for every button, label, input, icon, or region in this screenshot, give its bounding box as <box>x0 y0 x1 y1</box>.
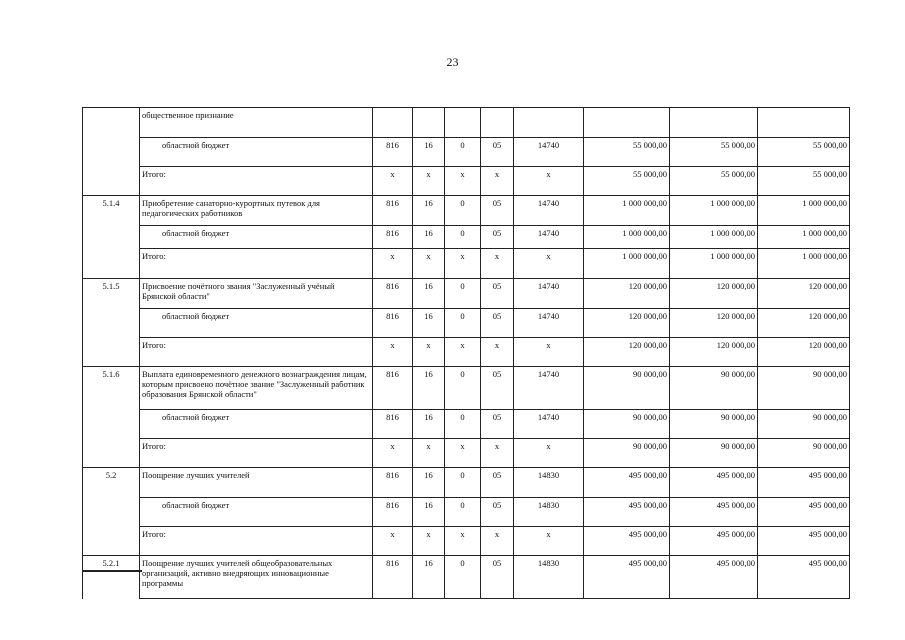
row-description: областной бюджет <box>140 410 373 439</box>
amount-year-1: 55 000,00 <box>584 167 670 196</box>
amount-year-1: 1 000 000,00 <box>584 249 670 279</box>
kbk-section: 16 <box>413 367 445 410</box>
amount-year-3 <box>758 108 850 138</box>
kbk-grbs: x <box>373 167 413 196</box>
kbk-section: 16 <box>413 556 445 599</box>
row-description: общественное признание <box>140 108 373 138</box>
kbk-direction <box>514 108 584 138</box>
amount-year-2: 495 000,00 <box>670 498 758 527</box>
amount-year-3: 90 000,00 <box>758 410 850 439</box>
table-row <box>83 498 850 527</box>
kbk-grbs: 816 <box>373 556 413 599</box>
row-number: 5.1.5 <box>83 279 140 309</box>
amount-year-2: 495 000,00 <box>670 556 758 599</box>
row-number <box>83 249 140 279</box>
row-description: областной бюджет <box>140 498 373 527</box>
amount-year-3: 495 000,00 <box>758 498 850 527</box>
kbk-section: 16 <box>413 226 445 249</box>
kbk-section: 16 <box>413 138 445 167</box>
kbk-subprogram: 05 <box>481 367 514 410</box>
amount-year-1: 120 000,00 <box>584 279 670 309</box>
row-number <box>83 138 140 167</box>
kbk-direction: 14830 <box>514 468 584 498</box>
amount-year-1: 495 000,00 <box>584 468 670 498</box>
row-description: Присвоение почётного звания "Заслуженный учёный Брянской области" <box>140 279 373 309</box>
row-number <box>83 439 140 468</box>
amount-year-2 <box>670 108 758 138</box>
amount-year-1: 55 000,00 <box>584 138 670 167</box>
kbk-program: 0 <box>445 138 481 167</box>
kbk-section: x <box>413 338 445 367</box>
amount-year-2: 1 000 000,00 <box>670 196 758 226</box>
kbk-subprogram: 05 <box>481 309 514 338</box>
kbk-subprogram: 05 <box>481 196 514 226</box>
table-row <box>83 527 850 556</box>
kbk-direction: 14740 <box>514 367 584 410</box>
row-number <box>83 309 140 338</box>
kbk-program: 0 <box>445 556 481 599</box>
row-description: областной бюджет <box>140 309 373 338</box>
kbk-direction: 14740 <box>514 226 584 249</box>
amount-year-3: 120 000,00 <box>758 279 850 309</box>
amount-year-3: 120 000,00 <box>758 338 850 367</box>
kbk-subprogram: 05 <box>481 226 514 249</box>
kbk-program: 0 <box>445 367 481 410</box>
kbk-direction: x <box>514 338 584 367</box>
table-row <box>83 309 850 338</box>
row-number <box>83 167 140 196</box>
row-number <box>83 338 140 367</box>
kbk-section: x <box>413 249 445 279</box>
kbk-section: x <box>413 527 445 556</box>
table-row <box>83 108 850 138</box>
row-description: Итого: <box>140 338 373 367</box>
kbk-program: 0 <box>445 468 481 498</box>
kbk-direction: x <box>514 249 584 279</box>
kbk-subprogram: 05 <box>481 279 514 309</box>
amount-year-3: 495 000,00 <box>758 527 850 556</box>
amount-year-2: 90 000,00 <box>670 439 758 468</box>
amount-year-3: 120 000,00 <box>758 309 850 338</box>
row-description: Итого: <box>140 249 373 279</box>
amount-year-1: 90 000,00 <box>584 410 670 439</box>
row-number: 5.1.4 <box>83 196 140 226</box>
kbk-direction: 14830 <box>514 498 584 527</box>
amount-year-2: 120 000,00 <box>670 279 758 309</box>
amount-year-1: 495 000,00 <box>584 498 670 527</box>
amount-year-3: 1 000 000,00 <box>758 249 850 279</box>
kbk-grbs: x <box>373 338 413 367</box>
amount-year-3: 90 000,00 <box>758 367 850 410</box>
kbk-program: 0 <box>445 309 481 338</box>
row-description: Приобретение санаторно-курортных путевок для педагогических работников <box>140 196 373 226</box>
amount-year-2: 495 000,00 <box>670 468 758 498</box>
kbk-direction: 14740 <box>514 410 584 439</box>
kbk-program: 0 <box>445 498 481 527</box>
kbk-subprogram: 05 <box>481 410 514 439</box>
row-number: 5.2.1 <box>83 556 140 599</box>
kbk-section: 16 <box>413 309 445 338</box>
amount-year-1: 120 000,00 <box>584 309 670 338</box>
kbk-program <box>445 108 481 138</box>
kbk-subprogram: 05 <box>481 138 514 167</box>
kbk-program: x <box>445 527 481 556</box>
amount-year-1 <box>584 108 670 138</box>
kbk-program: 0 <box>445 410 481 439</box>
amount-year-3: 495 000,00 <box>758 556 850 599</box>
amount-year-3: 1 000 000,00 <box>758 226 850 249</box>
table-row <box>83 338 850 367</box>
kbk-subprogram: x <box>481 338 514 367</box>
kbk-subprogram: x <box>481 439 514 468</box>
row-description: Поощрение лучших учителей <box>140 468 373 498</box>
kbk-subprogram: 05 <box>481 468 514 498</box>
kbk-section: x <box>413 439 445 468</box>
amount-year-1: 495 000,00 <box>584 527 670 556</box>
table-row <box>83 226 850 249</box>
amount-year-2: 90 000,00 <box>670 367 758 410</box>
amount-year-2: 55 000,00 <box>670 138 758 167</box>
kbk-subprogram: x <box>481 249 514 279</box>
kbk-section: 16 <box>413 468 445 498</box>
kbk-grbs: x <box>373 439 413 468</box>
kbk-section <box>413 108 445 138</box>
row-number <box>83 410 140 439</box>
kbk-program: x <box>445 167 481 196</box>
table-body <box>83 108 850 599</box>
row-number <box>83 108 140 138</box>
row-number <box>83 498 140 527</box>
amount-year-3: 55 000,00 <box>758 138 850 167</box>
table-row <box>83 410 850 439</box>
kbk-subprogram: x <box>481 527 514 556</box>
kbk-grbs: x <box>373 249 413 279</box>
kbk-section: 16 <box>413 410 445 439</box>
kbk-grbs <box>373 108 413 138</box>
row-number <box>83 527 140 556</box>
amount-year-2: 495 000,00 <box>670 527 758 556</box>
kbk-grbs: 816 <box>373 196 413 226</box>
row-description: Итого: <box>140 439 373 468</box>
table-row <box>83 367 850 410</box>
row-description: областной бюджет <box>140 138 373 167</box>
table-row <box>83 439 850 468</box>
kbk-direction: 14740 <box>514 138 584 167</box>
amount-year-2: 120 000,00 <box>670 309 758 338</box>
kbk-direction: 14740 <box>514 309 584 338</box>
kbk-grbs: 816 <box>373 498 413 527</box>
kbk-grbs: 816 <box>373 226 413 249</box>
amount-year-1: 1 000 000,00 <box>584 226 670 249</box>
kbk-program: x <box>445 249 481 279</box>
kbk-program: 0 <box>445 279 481 309</box>
kbk-program: x <box>445 338 481 367</box>
row-description: областной бюджет <box>140 226 373 249</box>
row-description: Выплата единовременного денежного вознаграждения лицам, которым присвоено почётное звание "Заслуженный работник образования Брянской области" <box>140 367 373 410</box>
kbk-direction: x <box>514 439 584 468</box>
amount-year-1: 495 000,00 <box>584 556 670 599</box>
amount-year-2: 90 000,00 <box>670 410 758 439</box>
kbk-section: x <box>413 167 445 196</box>
amount-year-1: 1 000 000,00 <box>584 196 670 226</box>
row-description: Поощрение лучших учителей общеобразовательных организаций, активно внедряющих инновационные программы <box>140 556 373 599</box>
amount-year-3: 90 000,00 <box>758 439 850 468</box>
amount-year-2: 55 000,00 <box>670 167 758 196</box>
page-number: 23 <box>446 55 459 69</box>
row-description: Итого: <box>140 527 373 556</box>
amount-year-3: 1 000 000,00 <box>758 196 850 226</box>
kbk-subprogram: 05 <box>481 556 514 599</box>
amount-year-1: 120 000,00 <box>584 338 670 367</box>
kbk-direction: 14830 <box>514 556 584 599</box>
kbk-section: 16 <box>413 498 445 527</box>
amount-year-1: 90 000,00 <box>584 439 670 468</box>
kbk-subprogram <box>481 108 514 138</box>
row-description: Итого: <box>140 167 373 196</box>
kbk-section: 16 <box>413 279 445 309</box>
kbk-grbs: 816 <box>373 468 413 498</box>
kbk-subprogram: 05 <box>481 498 514 527</box>
kbk-grbs: 816 <box>373 309 413 338</box>
row-number: 5.1.6 <box>83 367 140 410</box>
amount-year-2: 1 000 000,00 <box>670 226 758 249</box>
table-row <box>83 468 850 498</box>
scan-edge-mark <box>82 570 142 572</box>
kbk-grbs: 816 <box>373 410 413 439</box>
row-number <box>83 226 140 249</box>
kbk-program: 0 <box>445 226 481 249</box>
kbk-grbs: x <box>373 527 413 556</box>
kbk-grbs: 816 <box>373 279 413 309</box>
amount-year-3: 495 000,00 <box>758 468 850 498</box>
kbk-direction: 14740 <box>514 279 584 309</box>
amount-year-1: 90 000,00 <box>584 367 670 410</box>
kbk-program: x <box>445 439 481 468</box>
kbk-grbs: 816 <box>373 138 413 167</box>
budget-table <box>82 107 850 599</box>
table-row <box>83 249 850 279</box>
row-number: 5.2 <box>83 468 140 498</box>
table-row <box>83 196 850 226</box>
table-row <box>83 167 850 196</box>
kbk-program: 0 <box>445 196 481 226</box>
amount-year-3: 55 000,00 <box>758 167 850 196</box>
kbk-direction: 14740 <box>514 196 584 226</box>
amount-year-2: 1 000 000,00 <box>670 249 758 279</box>
kbk-direction: x <box>514 167 584 196</box>
table-row <box>83 556 850 599</box>
kbk-section: 16 <box>413 196 445 226</box>
kbk-direction: x <box>514 527 584 556</box>
table-row <box>83 138 850 167</box>
amount-year-2: 120 000,00 <box>670 338 758 367</box>
kbk-grbs: 816 <box>373 367 413 410</box>
kbk-subprogram: x <box>481 167 514 196</box>
table-row <box>83 279 850 309</box>
